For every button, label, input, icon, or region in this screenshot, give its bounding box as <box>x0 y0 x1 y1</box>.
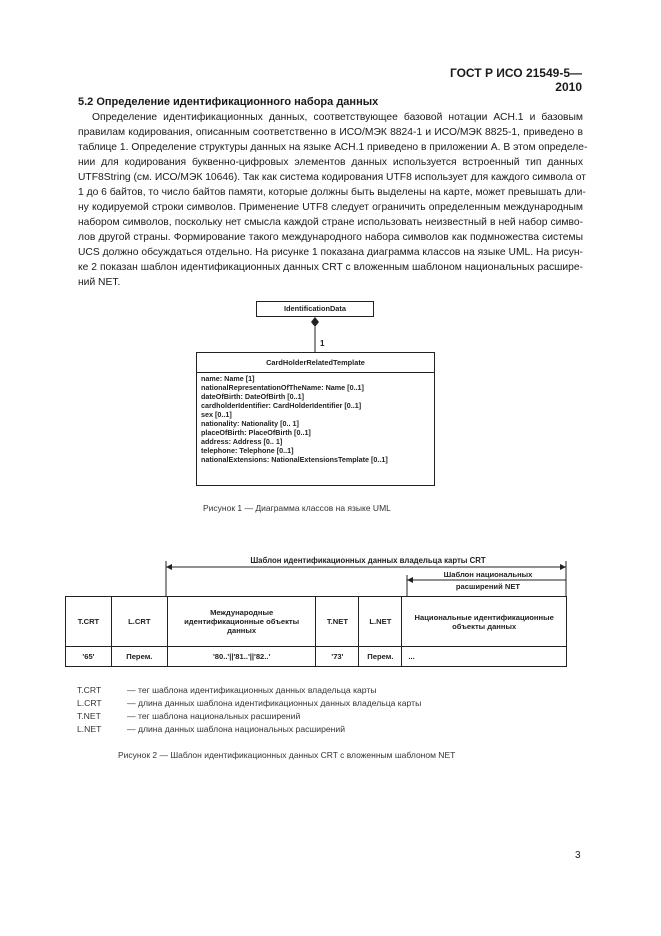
table-header-cell: L.NET <box>359 597 402 647</box>
table-header-cell: T.NET <box>316 597 359 647</box>
table-header-cell: Национальные идентификационные объекты данных <box>402 597 567 647</box>
table-header-cell: L.CRT <box>111 597 167 647</box>
table-cell: '80..'||'81..'||'82..' <box>167 647 316 667</box>
legend-text: — тег шаблона идентификационных данных владельца карты <box>127 685 377 695</box>
body-line: набором символов, поскольку нет смысла каждой стране использовать неизвестный в ней набор симво- <box>78 217 583 228</box>
composition-diamond-icon <box>311 317 319 327</box>
uml-class-cardholder-template <box>196 352 435 486</box>
uml-attribute: telephone: Telephone [0..1] <box>201 446 294 455</box>
crt-structure-table <box>65 596 567 667</box>
body-line: UCS должно обсуждаться отдельно. На рисунке 1 показана диаграмма классов на языке UML. На рисун- <box>78 247 583 258</box>
crt-outer-label <box>168 556 568 565</box>
body-line: нии для кодирования буквенно-цифровых элементов данных используется встроенный тип данных <box>78 157 583 168</box>
body-line: ке 2 показан шаблон идентификационных данных CRT с вложенным шаблоном национальных расшире- <box>78 262 583 273</box>
table-cell: '73' <box>316 647 359 667</box>
section-title: 5.2 Определение идентификационного набора данных <box>78 96 379 108</box>
legend-text: — длина данных шаблона идентификационных данных владельца карты <box>127 698 422 708</box>
body-line: ну кодируемой строки символов. Применение UTF8 следует ограничить определенным международным <box>78 202 583 213</box>
legend-code: T.NET <box>77 711 101 721</box>
page-number: 3 <box>575 850 581 861</box>
body-line: ний NET. <box>78 277 121 288</box>
uml-attribute: placeOfBirth: PlaceOfBirth [0..1] <box>201 428 311 437</box>
body-line: Определение идентификационных данных, соответствующее базовой нотации АСН.1 и базовым <box>92 112 583 123</box>
legend-code: L.CRT <box>77 698 102 708</box>
table-header-cell: Международные идентификационные объекты данных <box>167 597 316 647</box>
net-label-line2: расширений NET <box>455 582 521 591</box>
body-line: UTF8String (см. ИСО/МЭК 10646). Так как система кодирования UTF8 использует для каждого символа от <box>78 172 586 183</box>
body-line: 1 до 6 байтов, то число байтов памяти, которые должны быть выделены на карте, может превышать дли- <box>78 187 586 198</box>
body-line: правилам кодирования, описанным соответственно в ИСО/МЭК 8824-1 и ИСО/МЭК 8825-1, приведено в <box>78 127 583 138</box>
uml-attribute: nationality: Nationality [0.. 1] <box>201 419 299 428</box>
uml-attribute: dateOfBirth: DateOfBirth [0..1] <box>201 392 305 401</box>
table-row <box>66 647 567 667</box>
uml-attribute: address: Address [0.. 1] <box>201 437 283 446</box>
body-line: лов другой страны. Формирование такого международного набора символов как подмножества системы <box>78 232 583 243</box>
uml-attribute: nationalRepresentationOfTheName: Name [0..1] <box>201 383 364 392</box>
net-label <box>408 570 568 591</box>
table-cell: '65' <box>66 647 112 667</box>
legend-code: T.CRT <box>77 685 102 695</box>
body-line: таблице 1. Определение структуры данных на языке АСН.1 приведено в приложении А. В этом определе- <box>78 142 588 153</box>
uml-class-name: CardHolderRelatedTemplate <box>197 353 434 373</box>
table-header-cell: T.CRT <box>66 597 112 647</box>
uml-attribute-list <box>197 373 434 464</box>
uml-attribute: nationalExtensions: NationalExtensionsTemplate [0..1] <box>201 455 388 464</box>
uml-attribute: cardholderIdentifier: CardHolderIdentifier [0..1] <box>201 401 362 410</box>
table-cell: Перем. <box>111 647 167 667</box>
uml-multiplicity: 1 <box>320 339 325 348</box>
document-number: ГОСТ Р ИСО 21549-5—2010 <box>449 66 582 94</box>
legend-code: L.NET <box>77 724 102 734</box>
table-header-row <box>66 597 567 647</box>
table-cell: ... <box>402 647 567 667</box>
uml-class-identification-data: IdentificationData <box>256 301 374 317</box>
figure-1-caption: Рисунок 1 — Диаграмма классов на языке UML <box>203 503 391 513</box>
uml-attribute: name: Name [1] <box>201 374 255 383</box>
figure-2-caption: Рисунок 2 — Шаблон идентификационных данных CRT с вложенным шаблоном NET <box>118 750 456 760</box>
uml-composition-connector <box>256 316 376 352</box>
legend-text: — тег шаблона национальных расширений <box>127 711 301 721</box>
uml-attribute: sex [0..1] <box>201 410 232 419</box>
legend-text: — длина данных шаблона национальных расширений <box>127 724 345 734</box>
net-label-line1: Шаблон национальных <box>443 570 533 579</box>
crt-outer-label-text: Шаблон идентификационных данных владельца карты CRT <box>247 556 488 565</box>
table-cell: Перем. <box>359 647 402 667</box>
